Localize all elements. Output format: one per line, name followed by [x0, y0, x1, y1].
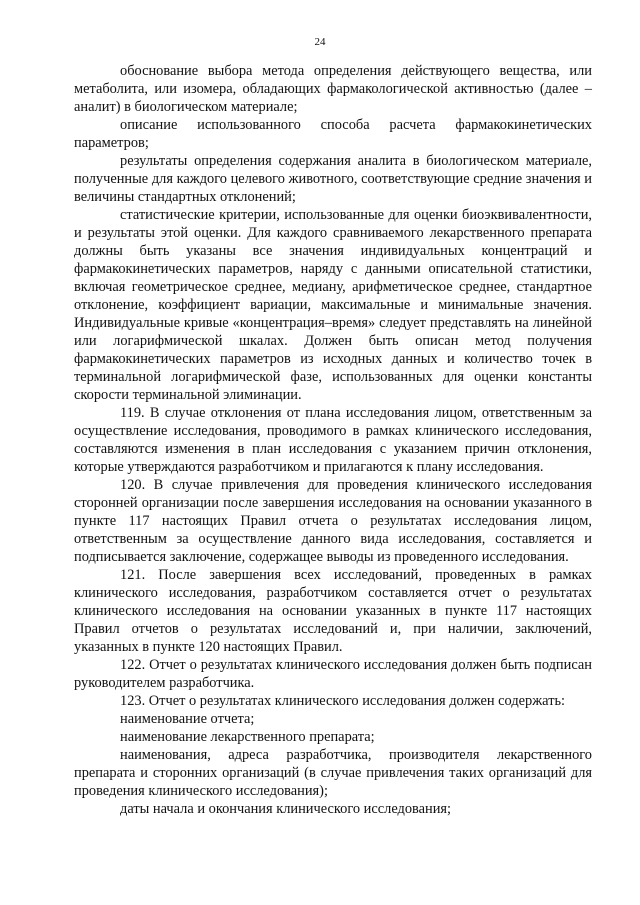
- paragraph-calculation-method: описание использованного способа расчета фармакокинетических параметров;: [74, 117, 592, 151]
- paragraph-clause-123: 123. Отчет о результатах клинического исследования должен содержать:: [120, 693, 566, 709]
- paragraph-analyte-method: обоснование выбора метода определения действующего вещества, или метаболита, или изомера, обладающих фармакологической активностью (далее – аналит) в биологическом материале;: [74, 63, 592, 115]
- paragraph-clause-119: 119. В случае отклонения от плана исследования лицом, ответственным за осуществление исследования, проводимого в рамках клинического исследования, составляются изменения в план исследования с указанием причин отклонения, которые утверждаются разработчиком и прилагаются к плану исследования.: [74, 405, 592, 475]
- paragraph-clause-120: 120. В случае привлечения для проведения клинического исследования сторонней организации после завершения исследования на основании указанного в пункте 117 настоящих Правил отчета о результатах исследования лицом, ответственным за осуществление данного вида исследования, составляется и подписывается заключение, содержащее выводы из проведенного исследования.: [74, 477, 592, 565]
- list-item-study-dates: даты начала и окончания клинического исследования;: [120, 801, 452, 817]
- list-item-organizations: наименования, адреса разработчика, производителя лекарственного препарата и сторонних организаций (в случае привлечения таких организаций для проведения клинического исследования);: [74, 747, 592, 799]
- document-body: [74, 62, 592, 818]
- paragraph-analyte-results: результаты определения содержания аналита в биологическом материале, полученные для каждого целевого животного, соответствующие средние значения и величины стандартных отклонений;: [74, 153, 592, 205]
- list-item-drug-name: наименование лекарственного препарата;: [120, 729, 375, 745]
- paragraph-clause-121: 121. После завершения всех исследований, проведенных в рамках клинического исследования, разработчиком составляется отчет о результатах клинического исследования на основании указанных в пункте 117 настоящих Правил отчетов о результатах исследований и, при наличии, заключений, указанных в пункте 120 настоящих Правил.: [74, 567, 592, 655]
- paragraph-statistical-criteria: статистические критерии, использованные для оценки биоэквивалентности, и результаты этой оценки. Для каждого сравниваемого лекарственного препарата должны быть указаны все значения индивидуальных концентраций и фармакокинетических параметров, наряду с данными описательной статистики, включая геометрическое среднее, медиану, арифметическое среднее, стандартное отклонение, коэффициент вариации, максимальные и минимальные значения. Индивидуальные кривые «концентрация–время» следует представлять на линейной или логарифмической шкалах. Должен быть описан метод получения фармакокинетических параметров из исходных данных и количество точек в терминальной логарифмической фазе, использованных для оценки константы скорости терминальной элиминации.: [74, 207, 592, 403]
- list-item-report-title: наименование отчета;: [120, 711, 255, 727]
- paragraph-clause-122: 122. Отчет о результатах клинического исследования должен быть подписан руководителем разработчика.: [74, 657, 592, 691]
- page-number: 24: [314, 36, 326, 48]
